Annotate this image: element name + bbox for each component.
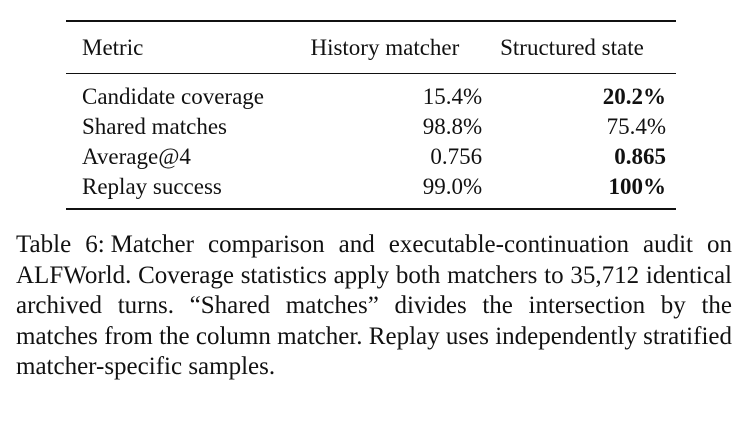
table-row: [66, 74, 676, 113]
history-value-cell: 15.4%: [422, 84, 483, 109]
history-value-cell: 0.756: [430, 144, 483, 169]
structured-value-cell: 0.865: [614, 144, 666, 169]
table-caption: [16, 230, 732, 383]
results-table-container: [66, 20, 676, 210]
structured-value-cell: 20.2%: [602, 84, 666, 109]
metric-cell: Shared matches: [82, 114, 227, 139]
header-metric: Metric: [82, 35, 144, 60]
metric-cell: Replay success: [82, 174, 222, 199]
caption-label: Table 6:: [16, 231, 105, 258]
table-row: [66, 142, 676, 172]
table-row: [66, 112, 676, 142]
matcher-comparison-table: [66, 20, 676, 210]
header-history-matcher: History matcher: [310, 35, 460, 60]
structured-value-cell: 75.4%: [606, 114, 666, 139]
table-header-row: [66, 21, 676, 74]
metric-cell: Average@4: [82, 144, 191, 169]
history-value-cell: 99.0%: [422, 174, 483, 199]
caption-text: Matcher comparison and executable-continuation audit on ALFWorld. Coverage statistics apply both matchers to 35,712 identical archived turns. “Shared matches” divides the intersection by the matches from the column matcher. Replay uses independently stratified matcher-specific samples.: [16, 231, 733, 380]
metric-cell: Candidate coverage: [82, 84, 264, 109]
table-row: [66, 172, 676, 209]
structured-value-cell: 100%: [608, 174, 666, 199]
header-structured-state: Structured state: [500, 35, 644, 60]
history-value-cell: 98.8%: [422, 114, 483, 139]
